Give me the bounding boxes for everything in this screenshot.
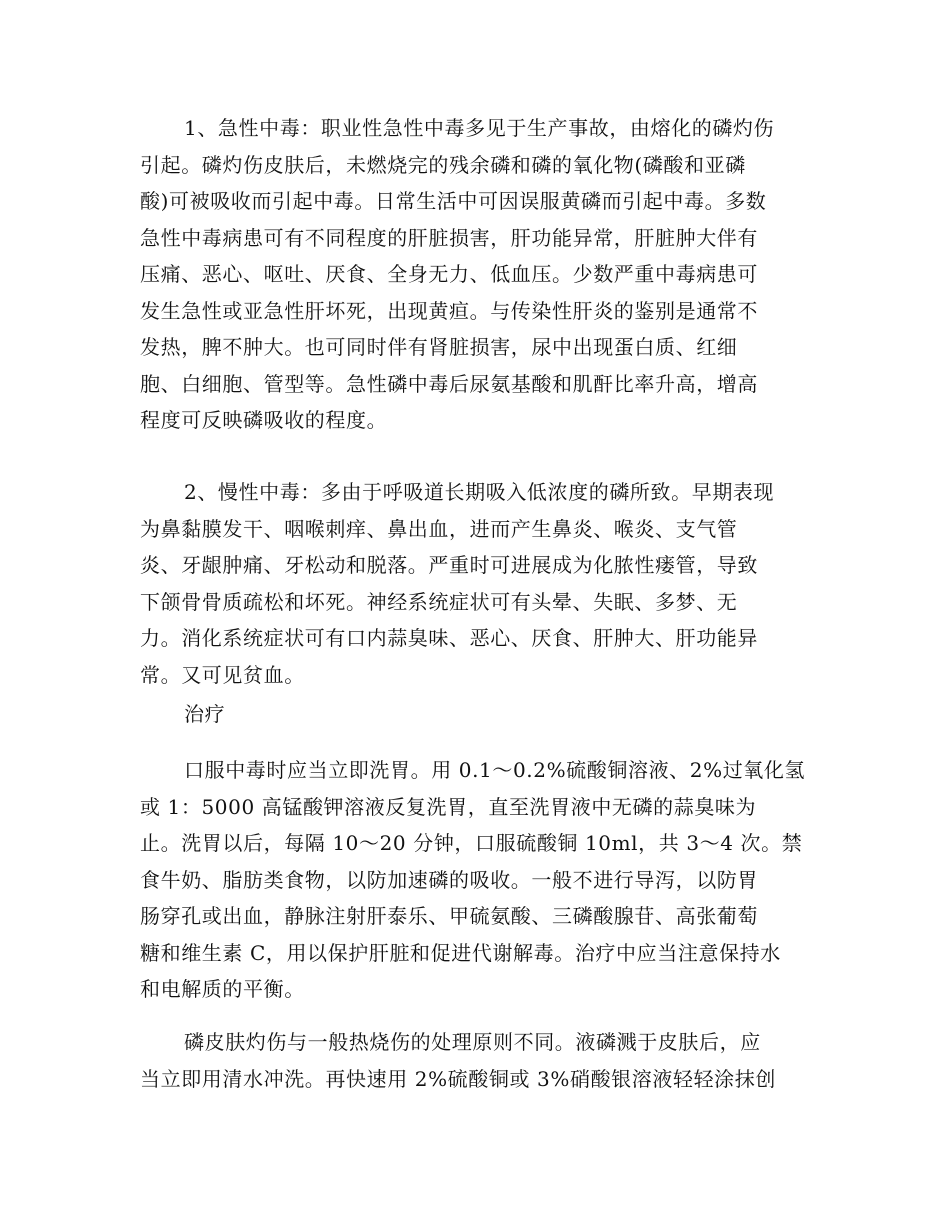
text-line: 为鼻黏膜发干、咽喉刺痒、鼻出血，进而产生鼻炎、喉炎、支气管 <box>140 516 738 541</box>
paragraph-chronic-poisoning <box>140 474 820 693</box>
text-line: 止。洗胃以后，每隔 10～20 分钟，口服硫酸铜 10ml，共 3～4 次。禁 <box>140 831 803 855</box>
text-line: 程度可反映磷吸收的程度。 <box>140 408 388 432</box>
text-line: 常。又可见贫血。 <box>140 662 305 687</box>
text-line: 口服中毒时应当立即洗胃。用 0.1～0.2%硫酸铜溶液、2%过氧化氢 <box>184 758 806 782</box>
text-line: 炎、牙龈肿痛、牙松动和脱落。严重时可进展成为化脓性瘘管，导致 <box>140 553 758 577</box>
text-line: 力。消化系统症状可有口内蒜臭味、恶心、厌食、肝肿大、肝功能异 <box>140 626 758 650</box>
text-line: 糖和维生素 C，用以保护肝脏和促进代谢解毒。治疗中应当注意保持水 <box>140 940 781 965</box>
text-line: 当立即用清水冲洗。再快速用 2%硫酸铜或 3%硝酸银溶液轻轻涂抹创 <box>140 1066 776 1091</box>
text-line: 或 1：5000 高锰酸钾溶液反复洗胃，直至洗胃液中无磷的蒜臭味为 <box>140 794 757 819</box>
text-line: 食牛奶、脂肪类食物，以防加速磷的吸收。一般不进行导泻，以防胃 <box>140 867 758 892</box>
text-line: 胞、白细胞、管型等。急性磷中毒后尿氨基酸和肌酐比率升高，增高 <box>140 371 758 396</box>
text-line: 引起。磷灼伤皮肤后，未燃烧完的残余磷和磷的氧化物(磷酸和亚磷 <box>140 152 746 177</box>
text-line: 下颌骨骨质疏松和坏死。神经系统症状可有头晕、失眠、多梦、无 <box>140 589 738 614</box>
text-line: 酸)可被吸收而引起中毒。日常生活中可因误服黄磷而引起中毒。多数 <box>140 189 767 213</box>
paragraph-acute-poisoning <box>140 110 820 439</box>
text-line: 发热，脾不肿大。也可同时伴有肾脏损害，尿中出现蛋白质、红细 <box>140 335 738 359</box>
heading-text: 治疗 <box>184 702 226 726</box>
text-line: 2、慢性中毒：多由于呼吸道长期吸入低浓度的磷所致。早期表现 <box>184 480 775 504</box>
text-line: 和电解质的平衡。 <box>140 977 305 1001</box>
paragraph-oral-treatment <box>140 752 820 1008</box>
text-line: 急性中毒病患可有不同程度的肝脏损害，肝功能异常，肝脏肿大伴有 <box>140 225 758 250</box>
text-line: 发生急性或亚急性肝坏死，出现黄疸。与传染性肝炎的鉴别是通常不 <box>140 298 758 323</box>
text-line: 磷皮肤灼伤与一般热烧伤的处理原则不同。液磷溅于皮肤后，应 <box>184 1030 761 1054</box>
text-line: 1、急性中毒：职业性急性中毒多见于生产事故，由熔化的磷灼伤 <box>184 116 775 140</box>
text-line: 肠穿孔或出血，静脉注射肝泰乐、甲硫氨酸、三磷酸腺苷、高张葡萄 <box>140 904 758 928</box>
paragraph-skin-burn-treatment <box>140 1024 820 1097</box>
section-heading-treatment <box>140 696 820 733</box>
text-line: 压痛、恶心、呕吐、厌食、全身无力、低血压。少数严重中毒病患可 <box>140 262 758 286</box>
